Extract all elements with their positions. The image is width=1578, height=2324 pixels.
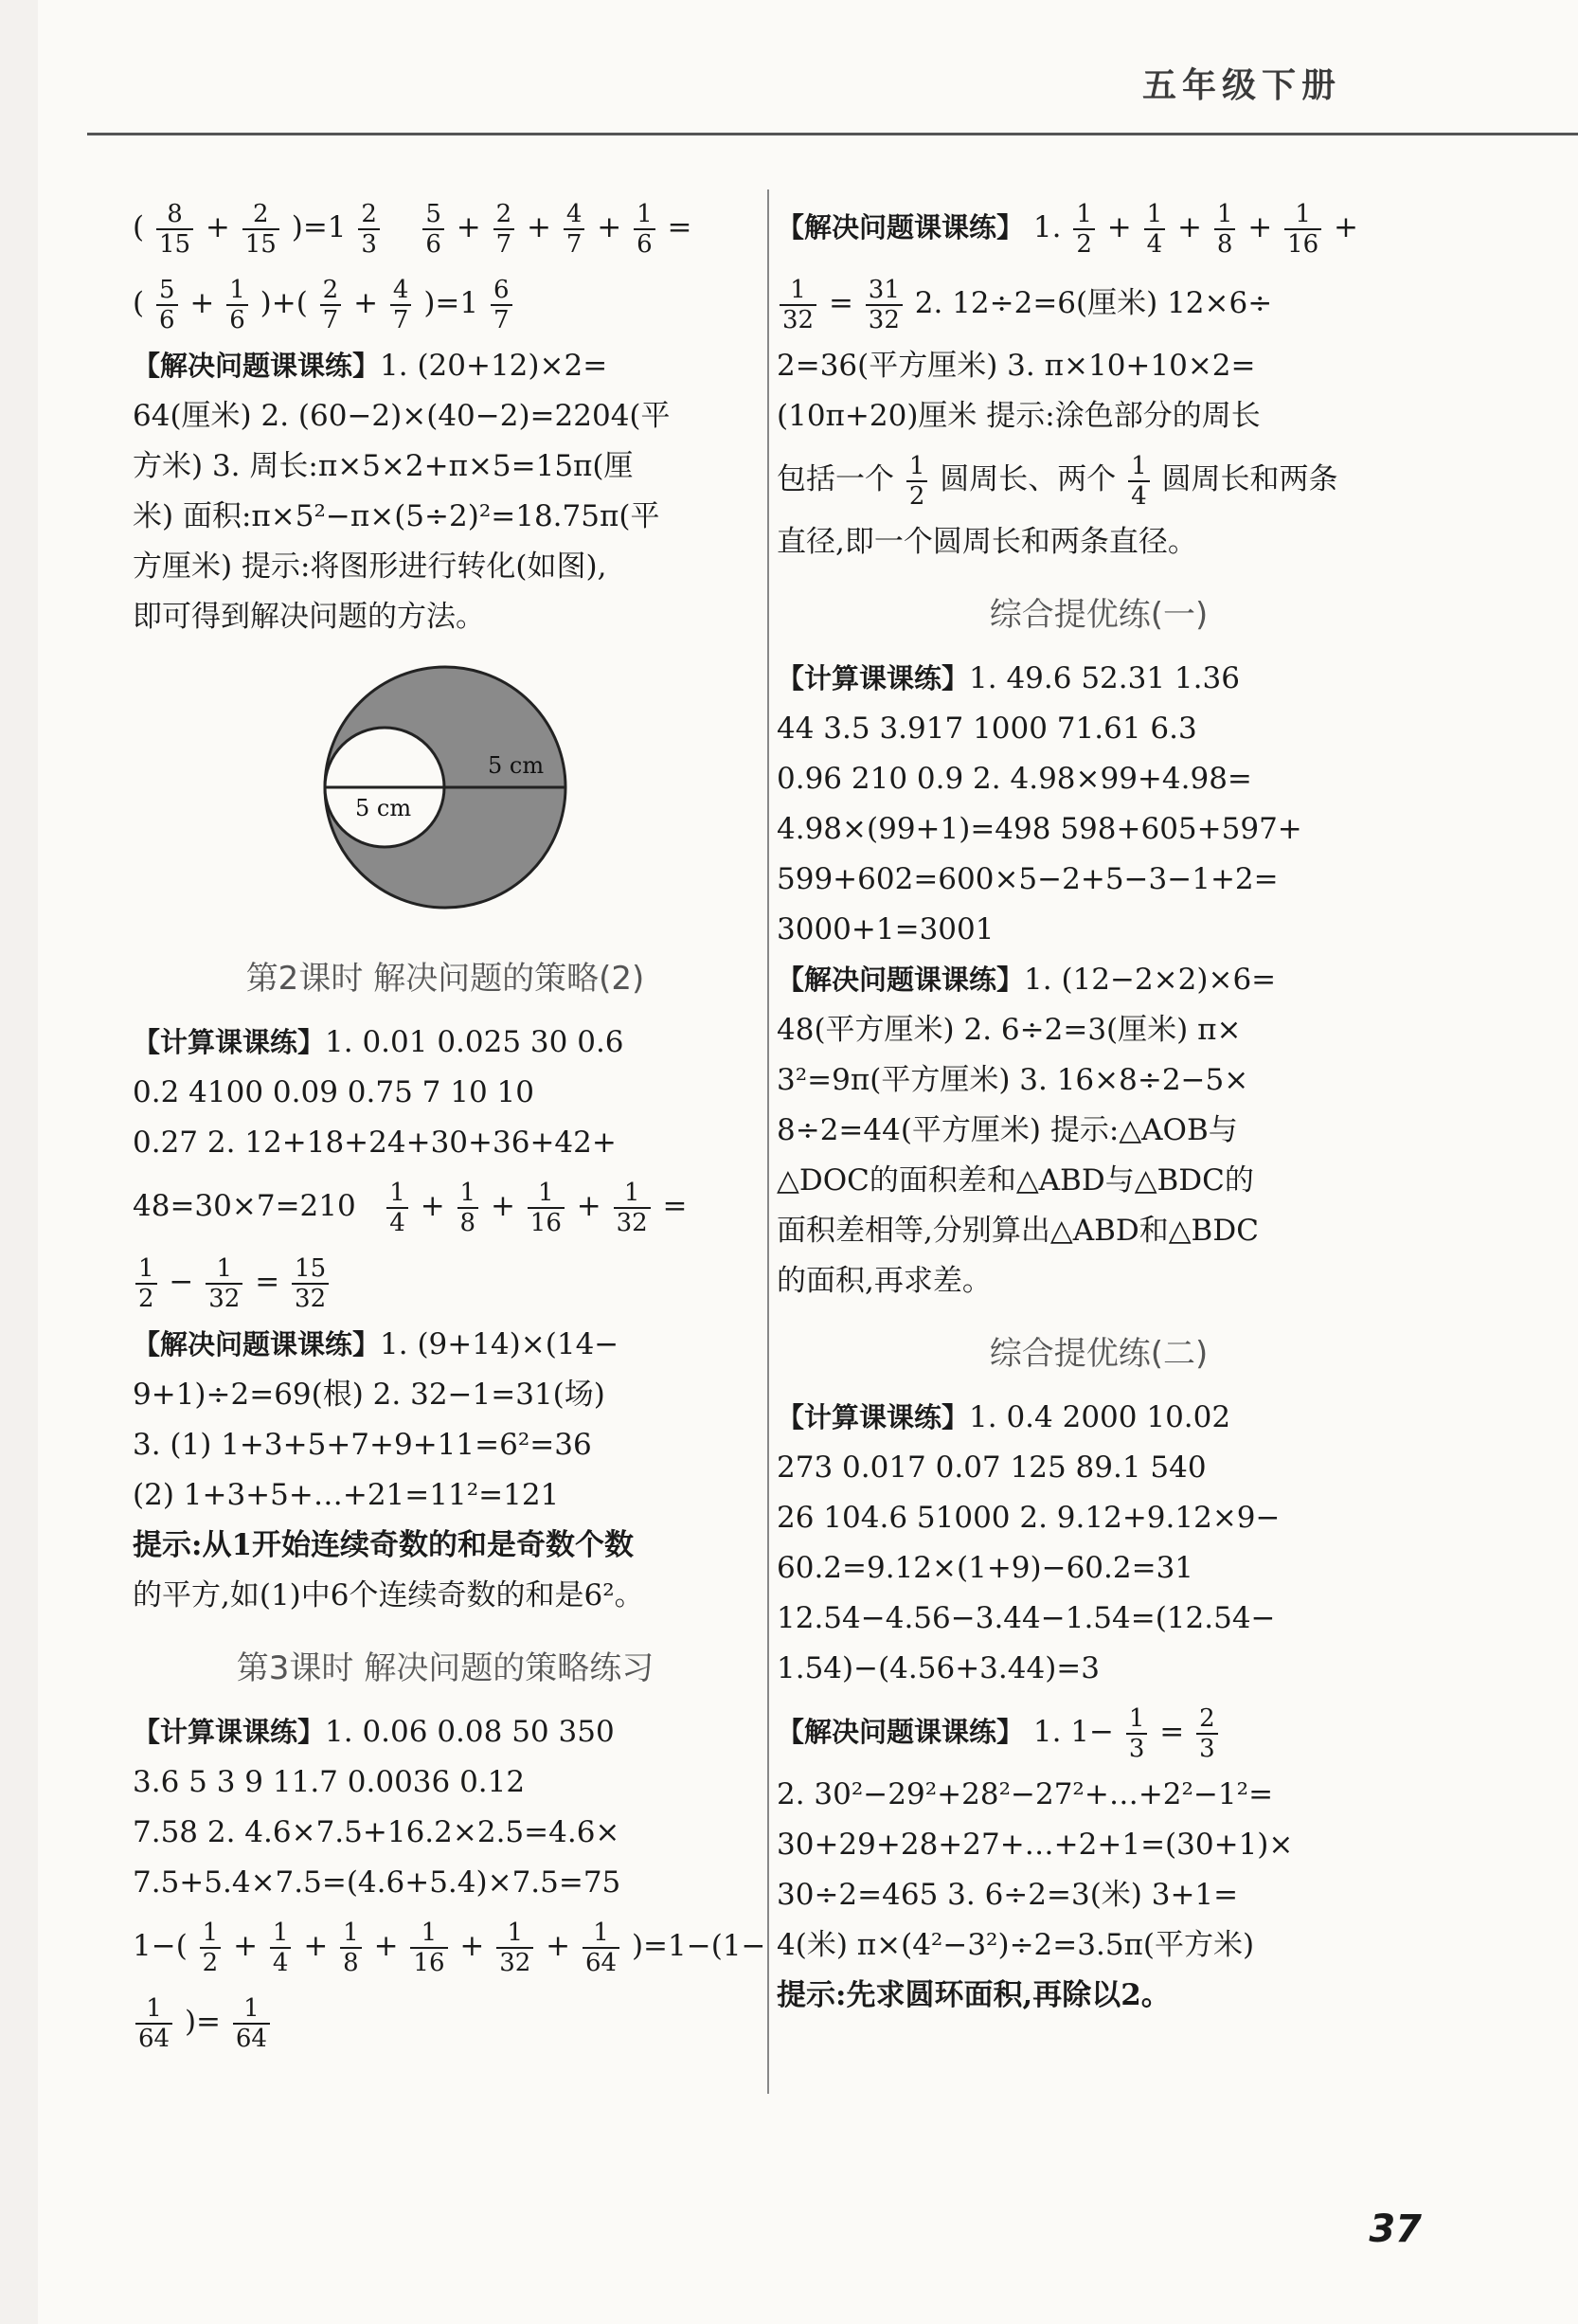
header-rule — [87, 133, 1578, 135]
fraction-line: ( $\frac{5}{6}$ + $\frac{1}{6}$ )+( $\frac{2}{7}$ + $\frac{4}{7}$ )=1 $\frac{6}{7}$ — [133, 265, 758, 341]
left-column — [133, 189, 766, 2060]
calc-section-5: 【计算课课练】1. 0.4 2000 10.02 273 0.017 0.07 125 89.1 540 26 104.6 51000 2. 9.12+9.12×9− 60.2=9.12×(1+9)−60.2=31 12.54−4.56−3.44−1.54=(12.54− 1.54)−(4.56+3.44)=3 — [777, 1400, 1281, 1685]
fraction: $\frac{1}{6}$ — [634, 200, 655, 259]
solve-section-4: 【解决问题课课练】1. (12−2×2)×6= 48(平方厘米) 2. 6÷2=3(厘米) π× 3²=9π(平方厘米) 3. 16×8÷2−5× 8÷2=44(平方厘米) 提示:△AOB与 △DOC的面积差和△ABD与△BDC的 面积差相等,分别算出△ABD和△BDC 的面积,再求差。 — [777, 963, 1277, 1298]
section-title: 综合提优练(一) — [989, 596, 1209, 634]
fraction: $\frac{2}{3}$ — [358, 200, 380, 259]
fraction: $\frac{2}{7}$ — [493, 200, 515, 259]
column-divider — [767, 189, 769, 2094]
fraction-line: ( $\frac{8}{15}$ + $\frac{2}{15}$ )=1 $\frac{2}{3}$ $\frac{5}{6}$ + $\frac{2}{7}$ + $\frac{4}{7}$ + $\frac{1}{6}$ = — [133, 199, 692, 259]
fraction: $\frac{5}{6}$ — [422, 200, 444, 259]
outer-radius-label: 5 cm — [488, 752, 545, 779]
page-number: 37 — [1369, 2207, 1422, 2251]
section-tag: 【解决问题课课练】 — [133, 350, 381, 382]
circle-diagram — [133, 659, 758, 931]
right-column — [777, 189, 1421, 2021]
page — [38, 0, 1578, 2324]
calc-section-2: 【计算课课练】1. 0.01 0.025 30 0.6 0.2 4100 0.09 0.75 7 10 10 0.27 2. 12+18+24+30+36+42+ 48=30×7=210 $\frac{1}{4}$ + $\frac{1}{8}$ + $\frac{1}{16}$ + $\frac{1}{32}$ = $\frac{1}{2}$ − $\frac{1}{32}$ = $\frac{15}{32}$ — [133, 1025, 688, 1313]
fraction: $\frac{2}{15}$ — [242, 200, 279, 259]
solve-section-2: 【解决问题课课练】1. (9+14)×(14− 9+1)÷2=69(根) 2. 32−1=31(场) 3. (1) 1+3+5+7+9+11=6²=36 (2) 1+3+5+…+21=11²=121 提示:从1开始连续奇数的和是奇数个数 的平方,如(1)中6个连续奇数的和是6²。 — [133, 1327, 644, 1612]
calc-section-3: 【计算课课练】1. 0.06 0.08 50 350 3.6 5 3 9 11.7 0.0036 0.12 7.58 2. 4.6×7.5+16.2×2.5=4.6× 7.5+5.4×7.5=(4.6+5.4)×7.5=75 1−( $\frac{1}{2}$ + $\frac{1}{4}$ + $\frac{1}{8}$ + $\frac{1}{16}$ + $\frac{1}{32}$ + $\frac{1}{64}$ )=1−(1− $\frac{1}{64}$ )= $\frac{1}{64}$ — [133, 1715, 766, 2053]
inner-radius-label: 5 cm — [355, 795, 412, 821]
section-title: 综合提优练(二) — [989, 1335, 1209, 1373]
header-title: 五年级下册 — [1141, 66, 1341, 105]
fraction: $\frac{4}{7}$ — [564, 200, 585, 259]
section-title: 第2课时 解决问题的策略(2) — [245, 960, 645, 998]
solve-section-1: 【解决问题课课练】1. (20+12)×2= 64(厘米) 2. (60−2)×(40−2)=2204(平 方米) 3. 周长:π×5×2+π×5=15π(厘 米) 面积:π×5²−π×(5÷2)²=18.75π(平 方厘米) 提示:将图形进行转化(如图), 即可得到解决问题的方法。 — [133, 349, 671, 634]
solve-section-5: 【解决问题课课练】 1. 1− $\frac{1}{3}$ = $\frac{2}{3}$ 2. 30²−29²+28²−27²+…+2²−1²= 30+29+28+27+…+2+1=(30+1)× 30÷2=465 3. 6÷2=3(米) 3+1= 4(米) π×(4²−3²)÷2=3.5π(平方米) 提示:先求圆环面积,再除以2。 — [777, 1703, 1294, 2012]
section-title: 第3课时 解决问题的策略练习 — [236, 1649, 655, 1687]
solve-section-a: 【解决问题课课练】 1. $\frac{1}{2}$ + $\frac{1}{4}$ + $\frac{1}{8}$ + $\frac{1}{16}$ + $\frac{1}{32}$ = $\frac{31}{32}$ 2. 12÷2=6(厘米) 12×6÷ 2=36(平方厘米) 3. π×10+10×2= (10π+20)厘米 提示:涂色部分的周长 包括一个 $\frac{1}{2}$ 圆周长、两个 $\frac{1}{4}$ 圆周长和两条 直径,即一个圆周长和两条直径。 — [777, 199, 1358, 559]
fraction: $\frac{8}{15}$ — [156, 200, 193, 259]
calc-section-4: 【计算课课练】1. 49.6 52.31 1.36 44 3.5 3.917 1000 71.61 6.3 0.96 210 0.9 2. 4.98×99+4.98= 4.98×(99+1)=498 598+605+597+ 599+602=600×5−2+5−3−1+2= 3000+1=3001 — [777, 661, 1302, 946]
